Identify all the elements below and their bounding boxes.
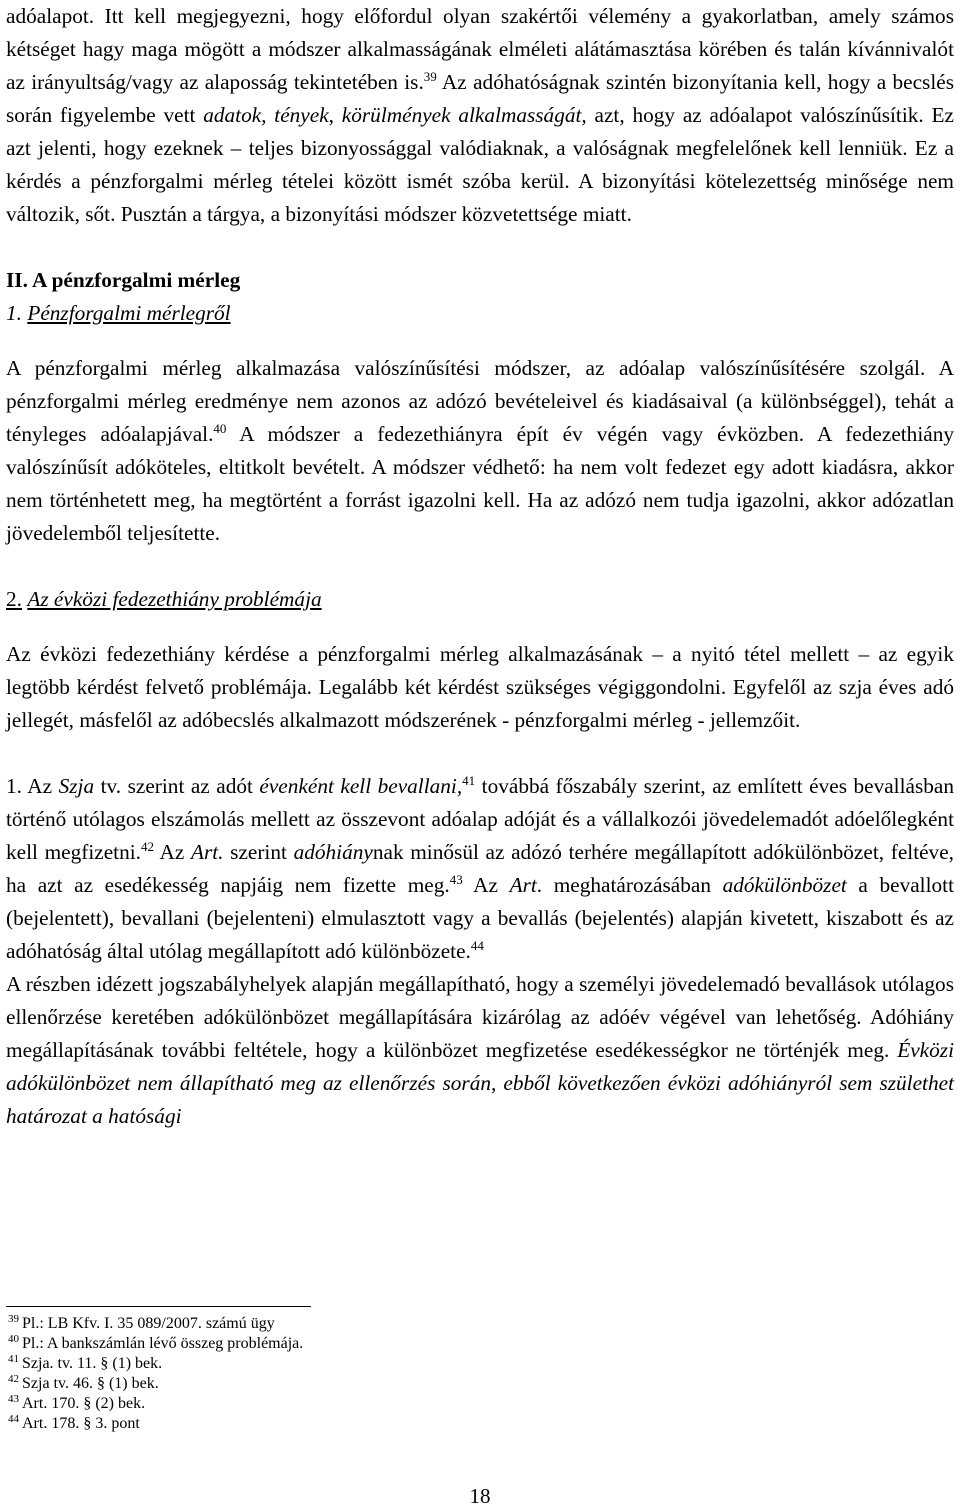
- footnote-ref-43[interactable]: 43: [449, 871, 463, 887]
- subsection-heading-2: 2. Az évközi fedezethiány problémája: [6, 587, 322, 611]
- footnote-43: $^{43}$ Art. 170. § (2) bek.: [8, 1392, 146, 1412]
- paragraph-4: 1. Az Szja tv. szerint az adót évenként kell bevallani,$^{41}$ továbbá főszabály szerint, az említett éves bevallásban történő utólagos elszámolás mellett az összevont adóalap adóját és a vállalkozói jövedelemadót adóelőlegként kell megfizetni.$^{42}$ Az Art. szerint adóhiánynak minősül az adózó terhére megállapított adókülönbözet, feltéve, ha azt az esedékesség napjáig nem fizette meg.$^{43}$ Az Art. meghatározásában adókülönbözet a bevallott (bejelentett), bevallani (bejelenteni) elmulasztott vagy a bevallás (bejelentés) alapján kivetett, kiszabott és az adóhatóság által utólag megállapított adó különbözete.$^{44}$: [6, 772, 954, 963]
- paragraph-3: Az évközi fedezethiány kérdése a pénzforgalmi mérleg alkalmazásának – a nyitó tétel mellett – az egyik legtöbb kérdést felvető problémája. Legalább két kérdést szükséges végiggondolni. Egyfelől az szja éves adó jellegét, másfelől az adóbecslés alkalmazott módszerének - pénzforgalmi mérleg - jellemzőit.: [6, 642, 954, 732]
- footnote-44: $^{44}$ Art. 178. § 3. pont: [8, 1412, 140, 1432]
- footnote-ref-42[interactable]: 42: [140, 838, 154, 854]
- footnote-ref-40[interactable]: 40: [213, 420, 227, 436]
- footnote-42: $^{42}$ Szja tv. 46. § (1) bek.: [8, 1372, 159, 1392]
- footnote-41: $^{41}$ Szja. tv. 11. § (1) bek.: [8, 1352, 163, 1372]
- section-heading: II. A pénzforgalmi mérleg: [6, 268, 241, 292]
- footnotes: [0, 1306, 960, 1434]
- footnote-40: $^{40}$ Pl.: A bankszámlán lévő összeg problémája.: [8, 1332, 304, 1352]
- footnote-ref-39[interactable]: 39: [423, 68, 437, 84]
- footnote-ref-41[interactable]: 41: [462, 772, 476, 788]
- paragraph-1: adóalapot. Itt kell megjegyezni, hogy előfordul olyan szakértői vélemény a gyakorlatban, amely számos kétséget hagy maga mögött a módszer alkalmasságának elméleti alátámasztása körében és talán kívánnivalót az irányultság/vagy az alaposság tekintetében is.$^{39}$ Az adóhatóságnak szintén bizonyítania kell, hogy a becslés során figyelembe vett adatok, tények, körülmények alkalmasságát, azt, hogy az adóalapot valószínűsítik. Ez azt jelenti, hogy ezeknek – teljes bizonyossággal valódiaknak, a valóságnak megfelelőnek kell lenniük. Ez a kérdés a pénzforgalmi mérleg tételei között ismét szóba kerül. A bizonyítási kötelezettség minősége nem változik, sőt. Pusztán a tárgya, a bizonyítási módszer közvetettsége miatt.: [6, 4, 954, 226]
- paragraph-2: A pénzforgalmi mérleg alkalmazása valószínűsítési módszer, az adóalap valószínűsítésére szolgál. A pénzforgalmi mérleg eredménye nem azonos az adózó bevételeivel és kiadásaival (a különbséggel), tehát a tényleges adóalapjával.$^{40}$ A módszer a fedezethiányra épít év végén vagy évközben. A fedezethiány valószínűsít adóköteles, eltitkolt bevételt. A módszer védhető: ha nem volt fedezet egy adott kiadásra, akkor nem történhetett meg, ha megtörtént a forrást igazolni kell. Ha az adózó nem tudja igazolni, akkor adózatlan jövedelemből teljesítette.: [6, 356, 955, 545]
- body-text: [6, 0, 954, 1133]
- paragraph-5: A részben idézett jogszabályhelyek alapján megállapítható, hogy a személyi jövedelemadó bevallások utólagos ellenőrzése keretében adókülönbözet megállapítására kizárólag az adóév végével van lehetőség. Adóhiány megállapításának további feltétele, hogy a különbözet megfizetése esedékességkor ne történjék meg. Évközi adókülönbözet nem állapítható meg az ellenőrzés során, ebből következően évközi adóhiányról sem születhet határozat a hatósági: [6, 972, 954, 1128]
- subsection-heading-1: 1. Pénzforgalmi mérlegről: [6, 301, 231, 325]
- footnote-ref-44[interactable]: 44: [470, 937, 484, 953]
- footnote-39: $^{39}$ Pl.: LB Kfv. I. 35 089/2007. számú ügy: [8, 1312, 275, 1332]
- page-number: 18: [469, 1484, 491, 1508]
